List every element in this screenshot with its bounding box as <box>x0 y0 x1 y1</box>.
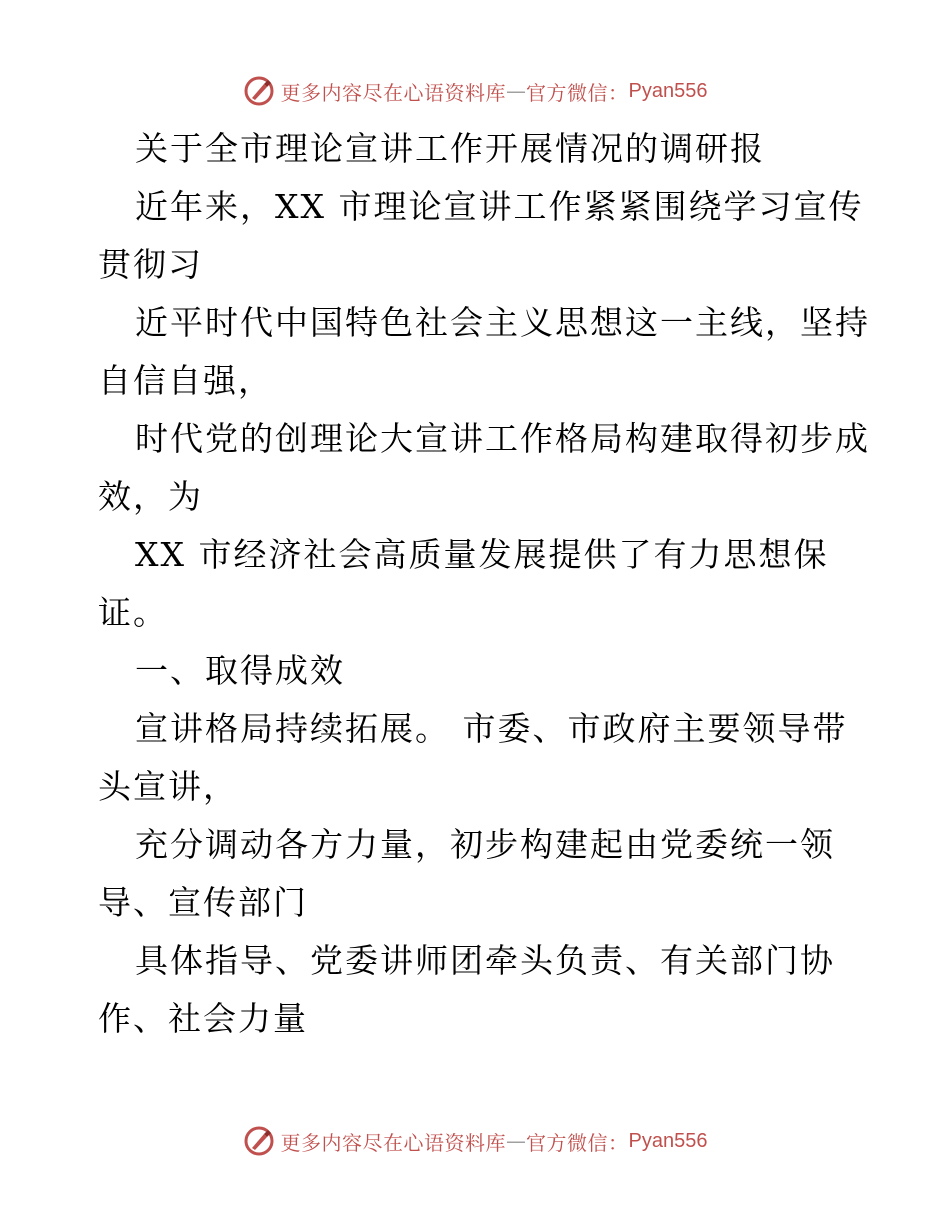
footer-banner <box>0 1121 950 1161</box>
paragraph-line: 具体指导、党委讲师团牵头负责、有关部门协 <box>135 941 835 980</box>
banner-wechat-id: Pyan556 <box>628 1129 708 1152</box>
banner-label: 官方微信： <box>526 1130 629 1155</box>
paragraph-line: 宣讲格局持续拓展。 市委、市政府主要领导带 <box>135 709 848 748</box>
banner-title: 更多内容尽在心语资料库 <box>280 80 507 105</box>
banner-separator: — <box>506 79 527 103</box>
pen-logo-icon <box>243 1125 275 1157</box>
paragraph-line: 自信自强， <box>98 361 273 400</box>
paragraph-line: 导、宣传部门 <box>98 883 308 922</box>
paragraph-line: 效，为 <box>98 477 203 516</box>
document-body <box>98 120 870 1048</box>
paragraph-line: 近年来，XX 市理论宣讲工作紧紧围绕学习宣传 <box>135 187 864 226</box>
paragraph-line: XX 市经济社会高质量发展提供了有力思想保 <box>135 535 829 574</box>
paragraph-line: 近平时代中国特色社会主义思想这一主线，坚持 <box>135 303 870 342</box>
paragraph-line: 证。 <box>98 593 168 632</box>
header-banner <box>0 71 950 111</box>
paragraph-line: 贯彻习 <box>98 245 203 284</box>
paragraph-line: 作、社会力量 <box>98 999 308 1038</box>
paragraph-line: 充分调动各方力量，初步构建起由党委统一领 <box>135 825 835 864</box>
paragraph-line: 时代党的创理论大宣讲工作格局构建取得初步成 <box>135 419 870 458</box>
document-title: 关于全市理论宣讲工作开展情况的调研报 <box>135 129 765 168</box>
paragraph-line: 头宣讲， <box>98 767 238 806</box>
banner-wechat-id: Pyan556 <box>628 79 708 102</box>
banner-separator: — <box>506 1129 527 1153</box>
banner-label: 官方微信： <box>526 80 629 105</box>
pen-logo-icon <box>243 75 275 107</box>
banner-title: 更多内容尽在心语资料库 <box>280 1130 507 1155</box>
section-heading: 一、取得成效 <box>135 651 345 690</box>
